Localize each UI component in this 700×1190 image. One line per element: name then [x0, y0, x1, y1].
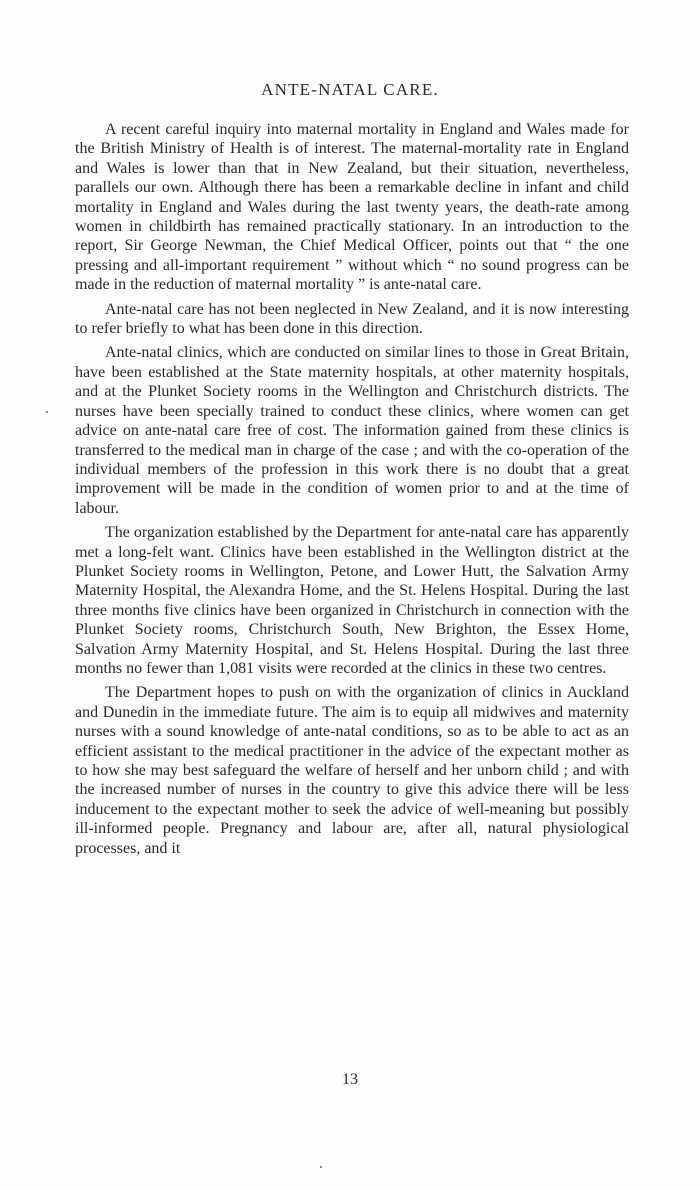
article-body: [75, 120, 629, 863]
scan-speck: [320, 1166, 322, 1168]
paragraph: Ante-natal clinics, which are conducted on similar lines to those in Great Britain, have been established at the State maternity hospitals, at other maternity hospitals, and at the Plunket Society rooms in the Wellington and Christchurch districts. The nurses have been specially trained to conduct these clinics, where women can get advice on ante-natal care free of cost. The information gained from these clinics is transferred to the medical man in charge of the case ; and with the co-operation of the individual members of the profession in this work there is no doubt that a great improvement will be made in the condition of women prior to and at the time of labour.: [75, 344, 629, 517]
paragraph: The organization established by the Department for ante-natal care has apparently met a long-felt want. Clinics have been established in the Wellington district at the Plunket Society rooms in Wellington, Petone, and Lower Hutt, the Salvation Army Maternity Hospital, the Alexandra Home, and the St. Helens Hospital. During the last three months five clinics have been organized in Christchurch in connection with the Plunket Society rooms, Christchurch South, New Brighton, the Essex Home, Salvation Army Maternity Hospital, and St. Helens Hospital. During the last three months no fewer than 1,081 visits were recorded at the clinics in these two centres.: [75, 524, 629, 677]
scan-speck: [46, 411, 48, 413]
paragraph: The Department hopes to push on with the organization of clinics in Auckland and Dunedin in the immediate future. The aim is to equip all midwives and maternity nurses with a sound knowledge of ante-natal conditions, so as to be able to act as an efficient assistant to the medical practitioner in the advice of the expectant mother as to how she may best safeguard the welfare of herself and her unborn child ; and with the increased number of nurses in the country to give this advice there will be less inducement to the expectant mother to seek the advice of well-meaning but possibly ill-informed people. Pregnancy and labour are, after all, natural physiological processes, and it: [75, 684, 629, 857]
page-number: 13: [342, 1071, 358, 1088]
page-title: ANTE-NATAL CARE.: [261, 80, 439, 99]
paragraph: A recent careful inquiry into maternal mortality in England and Wales made for the British Ministry of Health is of interest. The maternal-mortality rate in England and Wales is lower than that in New Zealand, but their situation, nevertheless, parallels our own. Although there has been a remarkable decline in infant and child mortality in England and Wales during the last twenty years, the death-rate among women in childbirth has remained practically stationary. In an introduction to the report, Sir George Newman, the Chief Medical Officer, points out that “ the one pressing and all-important requirement ” without which “ no sound progress can be made in the reduction of maternal mortality ” is ante-natal care.: [75, 121, 629, 294]
paragraph: Ante-natal care has not been neglected in New Zealand, and it is now interesting to refer briefly to what has been done in this direction.: [75, 300, 629, 338]
